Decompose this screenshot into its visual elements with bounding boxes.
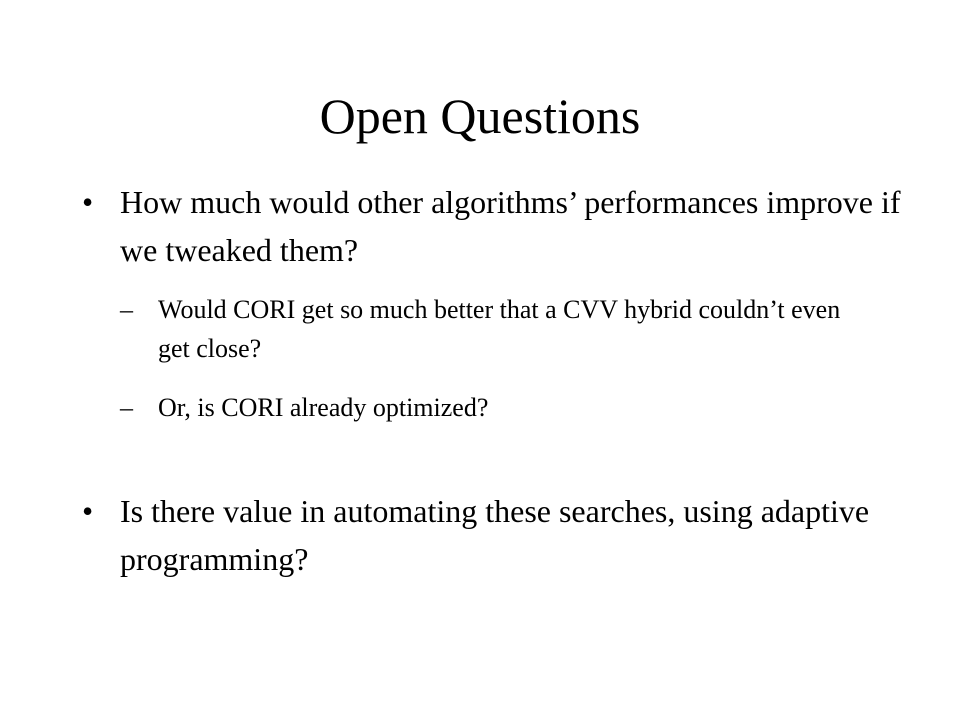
- sub-bullet-item: [120, 388, 860, 427]
- sub-bullet-marker: –: [120, 393, 133, 422]
- sub-bullet-text: Would CORI get so much better that a CVV hybrid couldn’t even get close?: [158, 295, 841, 363]
- bullet-marker: •: [82, 493, 94, 529]
- sub-bullet-marker: –: [120, 295, 133, 324]
- bullet-text: How much would other algorithms’ performances improve if we tweaked them?: [120, 184, 901, 268]
- bullet-item: [82, 178, 902, 274]
- slide-title: Open Questions: [319, 88, 641, 144]
- sub-bullet-text: Or, is CORI already optimized?: [158, 393, 489, 422]
- sub-bullet-item: [120, 290, 860, 368]
- bullet-marker: •: [82, 184, 94, 220]
- bullet-item: [82, 487, 902, 583]
- bullet-text: Is there value in automating these searches, using adaptive programming?: [120, 493, 870, 577]
